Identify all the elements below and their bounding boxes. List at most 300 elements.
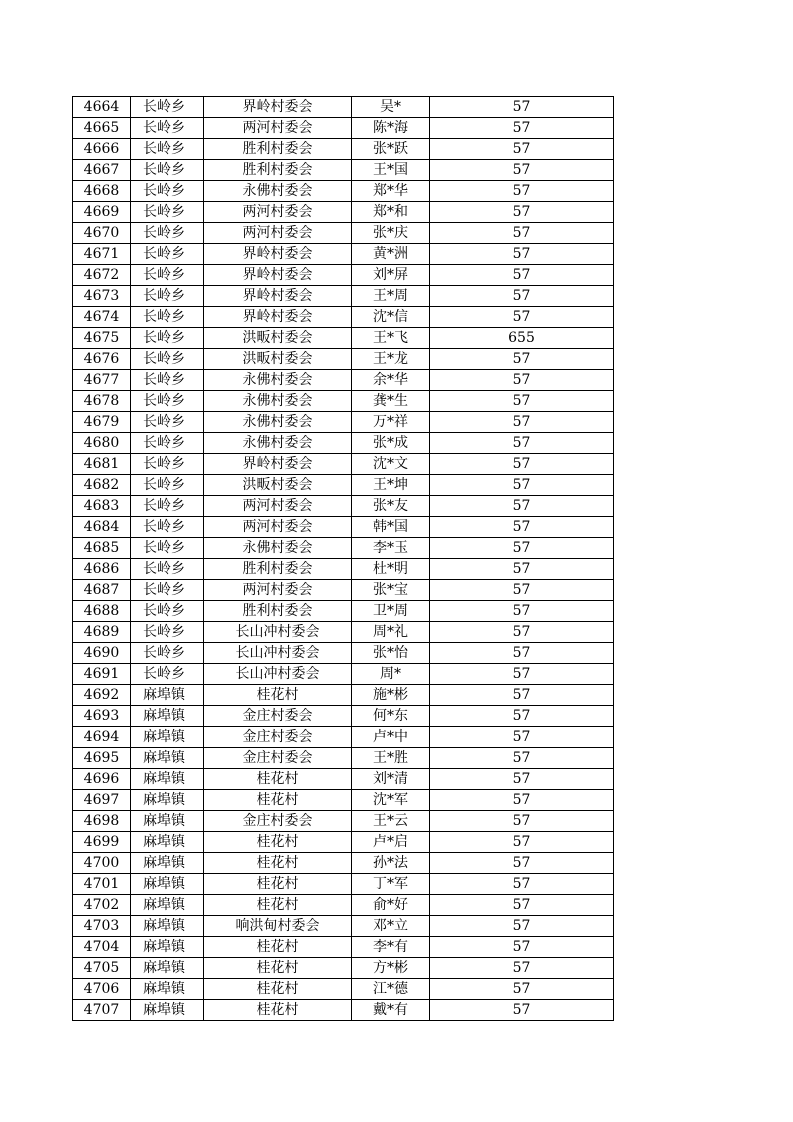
village-cell: 桂花村 (204, 979, 352, 1000)
person-name-cell: 王*国 (352, 160, 430, 181)
village-cell: 金庄村委会 (204, 727, 352, 748)
amount-cell: 57 (430, 727, 614, 748)
person-name-cell: 江*德 (352, 979, 430, 1000)
table-row (73, 958, 614, 979)
row-number-cell: 4664 (73, 97, 131, 118)
town-label: 长岭乡 (143, 309, 185, 325)
row-number-cell: 4681 (73, 454, 131, 475)
table-row (73, 1000, 614, 1021)
row-number-cell: 4704 (73, 937, 131, 958)
town-label: 麻埠镇 (143, 792, 185, 808)
town-label: 长岭乡 (143, 540, 185, 556)
town-label: 长岭乡 (143, 624, 185, 640)
table-row (73, 286, 614, 307)
town-cell (131, 916, 204, 937)
amount-cell: 57 (430, 517, 614, 538)
town-label: 长岭乡 (143, 141, 185, 157)
village-cell: 桂花村 (204, 832, 352, 853)
town-cell (131, 412, 204, 433)
amount-cell: 57 (430, 979, 614, 1000)
village-cell: 永佛村委会 (204, 370, 352, 391)
person-name-cell: 戴*有 (352, 1000, 430, 1021)
table-row (73, 769, 614, 790)
village-cell: 永佛村委会 (204, 538, 352, 559)
person-name-cell: 余*华 (352, 370, 430, 391)
person-name-cell: 郑*华 (352, 181, 430, 202)
village-cell: 桂花村 (204, 874, 352, 895)
amount-cell: 57 (430, 1000, 614, 1021)
table-row (73, 874, 614, 895)
table-row (73, 181, 614, 202)
person-name-cell: 王*龙 (352, 349, 430, 370)
table-row (73, 895, 614, 916)
village-cell: 胜利村委会 (204, 559, 352, 580)
town-label: 麻埠镇 (143, 750, 185, 766)
town-cell (131, 538, 204, 559)
village-cell: 界岭村委会 (204, 265, 352, 286)
town-cell (131, 370, 204, 391)
row-number-cell: 4673 (73, 286, 131, 307)
village-cell: 两河村委会 (204, 223, 352, 244)
town-label: 麻埠镇 (143, 834, 185, 850)
table-row (73, 559, 614, 580)
table-row (73, 727, 614, 748)
town-cell (131, 643, 204, 664)
table-row (73, 202, 614, 223)
town-label: 长岭乡 (143, 435, 185, 451)
town-label: 麻埠镇 (143, 960, 185, 976)
town-cell (131, 391, 204, 412)
town-cell (131, 790, 204, 811)
village-cell: 两河村委会 (204, 118, 352, 139)
village-cell: 桂花村 (204, 790, 352, 811)
table-row (73, 937, 614, 958)
town-label: 麻埠镇 (143, 855, 185, 871)
town-cell (131, 559, 204, 580)
table-row (73, 622, 614, 643)
town-label: 麻埠镇 (143, 1002, 185, 1018)
amount-cell: 57 (430, 664, 614, 685)
row-number-cell: 4700 (73, 853, 131, 874)
row-number-cell: 4666 (73, 139, 131, 160)
town-label: 麻埠镇 (143, 708, 185, 724)
person-name-cell: 李*玉 (352, 538, 430, 559)
village-cell: 金庄村委会 (204, 811, 352, 832)
person-name-cell: 卢*启 (352, 832, 430, 853)
person-name-cell: 龚*生 (352, 391, 430, 412)
row-number-cell: 4678 (73, 391, 131, 412)
table-row (73, 601, 614, 622)
row-number-cell: 4703 (73, 916, 131, 937)
person-name-cell: 张*庆 (352, 223, 430, 244)
town-cell (131, 601, 204, 622)
table-row (73, 244, 614, 265)
row-number-cell: 4705 (73, 958, 131, 979)
row-number-cell: 4699 (73, 832, 131, 853)
row-number-cell: 4698 (73, 811, 131, 832)
person-name-cell: 郑*和 (352, 202, 430, 223)
town-cell (131, 139, 204, 160)
table-row (73, 517, 614, 538)
person-name-cell: 张*宝 (352, 580, 430, 601)
village-cell: 永佛村委会 (204, 181, 352, 202)
table-row (73, 853, 614, 874)
person-name-cell: 张*友 (352, 496, 430, 517)
person-name-cell: 沈*文 (352, 454, 430, 475)
town-cell (131, 475, 204, 496)
town-label: 麻埠镇 (143, 918, 185, 934)
town-label: 麻埠镇 (143, 876, 185, 892)
village-cell: 永佛村委会 (204, 412, 352, 433)
row-number-cell: 4668 (73, 181, 131, 202)
town-cell (131, 811, 204, 832)
amount-cell: 57 (430, 811, 614, 832)
town-cell (131, 517, 204, 538)
table-row (73, 580, 614, 601)
amount-cell: 57 (430, 643, 614, 664)
row-number-cell: 4671 (73, 244, 131, 265)
town-cell (131, 286, 204, 307)
person-name-cell: 王*飞 (352, 328, 430, 349)
row-number-cell: 4697 (73, 790, 131, 811)
amount-cell: 57 (430, 769, 614, 790)
table-row (73, 97, 614, 118)
table-row (73, 412, 614, 433)
amount-cell: 57 (430, 937, 614, 958)
town-cell (131, 685, 204, 706)
person-name-cell: 王*周 (352, 286, 430, 307)
table-row (73, 496, 614, 517)
table-row (73, 916, 614, 937)
table-row (73, 538, 614, 559)
row-number-cell: 4674 (73, 307, 131, 328)
town-label: 麻埠镇 (143, 687, 185, 703)
person-name-cell: 丁*军 (352, 874, 430, 895)
village-cell: 金庄村委会 (204, 706, 352, 727)
amount-cell: 57 (430, 433, 614, 454)
row-number-cell: 4692 (73, 685, 131, 706)
town-cell (131, 223, 204, 244)
village-cell: 响洪甸村委会 (204, 916, 352, 937)
row-number-cell: 4675 (73, 328, 131, 349)
table-row (73, 307, 614, 328)
row-number-cell: 4684 (73, 517, 131, 538)
town-cell (131, 622, 204, 643)
town-cell (131, 769, 204, 790)
row-number-cell: 4693 (73, 706, 131, 727)
town-cell (131, 727, 204, 748)
town-cell (131, 307, 204, 328)
amount-cell: 57 (430, 265, 614, 286)
town-cell (131, 958, 204, 979)
table-row (73, 664, 614, 685)
amount-cell: 57 (430, 412, 614, 433)
village-cell: 界岭村委会 (204, 286, 352, 307)
person-name-cell: 沈*信 (352, 307, 430, 328)
table-row (73, 160, 614, 181)
table-row (73, 454, 614, 475)
row-number-cell: 4682 (73, 475, 131, 496)
amount-cell: 57 (430, 475, 614, 496)
town-cell (131, 454, 204, 475)
town-label: 长岭乡 (143, 183, 185, 199)
table-row (73, 706, 614, 727)
town-cell (131, 160, 204, 181)
village-cell: 界岭村委会 (204, 307, 352, 328)
town-cell (131, 202, 204, 223)
town-cell (131, 265, 204, 286)
amount-cell: 57 (430, 622, 614, 643)
amount-cell: 57 (430, 559, 614, 580)
table-row (73, 790, 614, 811)
town-label: 长岭乡 (143, 372, 185, 388)
amount-cell: 57 (430, 97, 614, 118)
row-number-cell: 4707 (73, 1000, 131, 1021)
person-name-cell: 孙*法 (352, 853, 430, 874)
village-cell: 洪畈村委会 (204, 475, 352, 496)
town-cell (131, 937, 204, 958)
person-name-cell: 卢*中 (352, 727, 430, 748)
town-label: 长岭乡 (143, 561, 185, 577)
village-cell: 桂花村 (204, 937, 352, 958)
town-label: 长岭乡 (143, 477, 185, 493)
town-label: 长岭乡 (143, 120, 185, 136)
town-label: 长岭乡 (143, 351, 185, 367)
row-number-cell: 4669 (73, 202, 131, 223)
amount-cell: 57 (430, 391, 614, 412)
row-number-cell: 4667 (73, 160, 131, 181)
town-label: 长岭乡 (143, 330, 185, 346)
town-label: 长岭乡 (143, 225, 185, 241)
town-cell (131, 874, 204, 895)
village-cell: 金庄村委会 (204, 748, 352, 769)
table-row (73, 139, 614, 160)
person-name-cell: 周* (352, 664, 430, 685)
table-row (73, 811, 614, 832)
person-name-cell: 李*有 (352, 937, 430, 958)
row-number-cell: 4677 (73, 370, 131, 391)
town-label: 麻埠镇 (143, 813, 185, 829)
town-cell (131, 433, 204, 454)
amount-cell: 57 (430, 244, 614, 265)
town-label: 长岭乡 (143, 204, 185, 220)
amount-cell: 57 (430, 748, 614, 769)
amount-cell: 57 (430, 370, 614, 391)
person-name-cell: 杜*明 (352, 559, 430, 580)
village-cell: 桂花村 (204, 895, 352, 916)
row-number-cell: 4702 (73, 895, 131, 916)
table-row (73, 223, 614, 244)
person-name-cell: 卫*周 (352, 601, 430, 622)
row-number-cell: 4706 (73, 979, 131, 1000)
town-cell (131, 349, 204, 370)
village-cell: 胜利村委会 (204, 601, 352, 622)
amount-cell: 57 (430, 349, 614, 370)
town-label: 麻埠镇 (143, 939, 185, 955)
table-row (73, 475, 614, 496)
village-cell: 长山冲村委会 (204, 664, 352, 685)
person-name-cell: 张*成 (352, 433, 430, 454)
town-cell (131, 748, 204, 769)
person-name-cell: 张*跃 (352, 139, 430, 160)
row-number-cell: 4683 (73, 496, 131, 517)
town-cell (131, 895, 204, 916)
amount-cell: 57 (430, 790, 614, 811)
town-label: 麻埠镇 (143, 897, 185, 913)
row-number-cell: 4680 (73, 433, 131, 454)
town-cell (131, 181, 204, 202)
village-cell: 两河村委会 (204, 580, 352, 601)
amount-cell: 57 (430, 580, 614, 601)
table-row (73, 979, 614, 1000)
person-name-cell: 张*怡 (352, 643, 430, 664)
row-number-cell: 4672 (73, 265, 131, 286)
table-row (73, 118, 614, 139)
village-cell: 桂花村 (204, 685, 352, 706)
amount-cell: 57 (430, 307, 614, 328)
amount-cell: 57 (430, 181, 614, 202)
table-row (73, 391, 614, 412)
village-cell: 桂花村 (204, 769, 352, 790)
row-number-cell: 4689 (73, 622, 131, 643)
town-label: 长岭乡 (143, 603, 185, 619)
town-label: 长岭乡 (143, 393, 185, 409)
town-label: 长岭乡 (143, 645, 185, 661)
amount-cell: 57 (430, 223, 614, 244)
town-label: 长岭乡 (143, 456, 185, 472)
person-name-cell: 何*东 (352, 706, 430, 727)
table-row (73, 643, 614, 664)
town-label: 麻埠镇 (143, 981, 185, 997)
town-cell (131, 118, 204, 139)
amount-cell: 57 (430, 139, 614, 160)
table-row (73, 265, 614, 286)
town-label: 长岭乡 (143, 498, 185, 514)
data-table (72, 96, 614, 1021)
person-name-cell: 韩*国 (352, 517, 430, 538)
table-row (73, 433, 614, 454)
village-cell: 洪畈村委会 (204, 349, 352, 370)
village-cell: 两河村委会 (204, 496, 352, 517)
town-cell (131, 244, 204, 265)
town-label: 长岭乡 (143, 99, 185, 115)
amount-cell: 57 (430, 538, 614, 559)
town-cell (131, 496, 204, 517)
amount-cell: 57 (430, 454, 614, 475)
town-cell (131, 97, 204, 118)
town-cell (131, 580, 204, 601)
person-name-cell: 俞*好 (352, 895, 430, 916)
amount-cell: 57 (430, 160, 614, 181)
row-number-cell: 4701 (73, 874, 131, 895)
town-label: 长岭乡 (143, 267, 185, 283)
amount-cell: 57 (430, 118, 614, 139)
amount-cell: 57 (430, 832, 614, 853)
table-row (73, 370, 614, 391)
person-name-cell: 陈*海 (352, 118, 430, 139)
village-cell: 洪畈村委会 (204, 328, 352, 349)
row-number-cell: 4694 (73, 727, 131, 748)
row-number-cell: 4665 (73, 118, 131, 139)
row-number-cell: 4696 (73, 769, 131, 790)
amount-cell: 57 (430, 874, 614, 895)
row-number-cell: 4695 (73, 748, 131, 769)
town-label: 长岭乡 (143, 162, 185, 178)
table-body (73, 97, 614, 1021)
town-cell (131, 853, 204, 874)
town-label: 长岭乡 (143, 288, 185, 304)
village-cell: 界岭村委会 (204, 244, 352, 265)
amount-cell: 655 (430, 328, 614, 349)
row-number-cell: 4686 (73, 559, 131, 580)
town-label: 长岭乡 (143, 246, 185, 262)
row-number-cell: 4688 (73, 601, 131, 622)
table-row (73, 685, 614, 706)
table-row (73, 328, 614, 349)
table-row (73, 349, 614, 370)
amount-cell: 57 (430, 895, 614, 916)
town-label: 麻埠镇 (143, 729, 185, 745)
row-number-cell: 4676 (73, 349, 131, 370)
amount-cell: 57 (430, 706, 614, 727)
person-name-cell: 万*祥 (352, 412, 430, 433)
village-cell: 永佛村委会 (204, 433, 352, 454)
person-name-cell: 刘*屏 (352, 265, 430, 286)
village-cell: 长山冲村委会 (204, 643, 352, 664)
village-cell: 两河村委会 (204, 517, 352, 538)
person-name-cell: 邓*立 (352, 916, 430, 937)
row-number-cell: 4670 (73, 223, 131, 244)
row-number-cell: 4679 (73, 412, 131, 433)
town-cell (131, 1000, 204, 1021)
village-cell: 界岭村委会 (204, 97, 352, 118)
town-cell (131, 664, 204, 685)
village-cell: 桂花村 (204, 958, 352, 979)
amount-cell: 57 (430, 496, 614, 517)
person-name-cell: 周*礼 (352, 622, 430, 643)
village-cell: 两河村委会 (204, 202, 352, 223)
row-number-cell: 4685 (73, 538, 131, 559)
village-cell: 胜利村委会 (204, 160, 352, 181)
amount-cell: 57 (430, 202, 614, 223)
village-cell: 长山冲村委会 (204, 622, 352, 643)
village-cell: 桂花村 (204, 1000, 352, 1021)
town-label: 长岭乡 (143, 582, 185, 598)
person-name-cell: 王*坤 (352, 475, 430, 496)
town-label: 长岭乡 (143, 519, 185, 535)
table-row (73, 748, 614, 769)
town-label: 长岭乡 (143, 666, 185, 682)
town-label: 长岭乡 (143, 414, 185, 430)
person-name-cell: 施*彬 (352, 685, 430, 706)
amount-cell: 57 (430, 853, 614, 874)
person-name-cell: 王*胜 (352, 748, 430, 769)
amount-cell: 57 (430, 916, 614, 937)
village-cell: 胜利村委会 (204, 139, 352, 160)
village-cell: 界岭村委会 (204, 454, 352, 475)
person-name-cell: 黄*洲 (352, 244, 430, 265)
row-number-cell: 4691 (73, 664, 131, 685)
row-number-cell: 4687 (73, 580, 131, 601)
village-cell: 桂花村 (204, 853, 352, 874)
amount-cell: 57 (430, 958, 614, 979)
town-label: 麻埠镇 (143, 771, 185, 787)
village-cell: 永佛村委会 (204, 391, 352, 412)
town-cell (131, 328, 204, 349)
amount-cell: 57 (430, 601, 614, 622)
amount-cell: 57 (430, 286, 614, 307)
person-name-cell: 方*彬 (352, 958, 430, 979)
